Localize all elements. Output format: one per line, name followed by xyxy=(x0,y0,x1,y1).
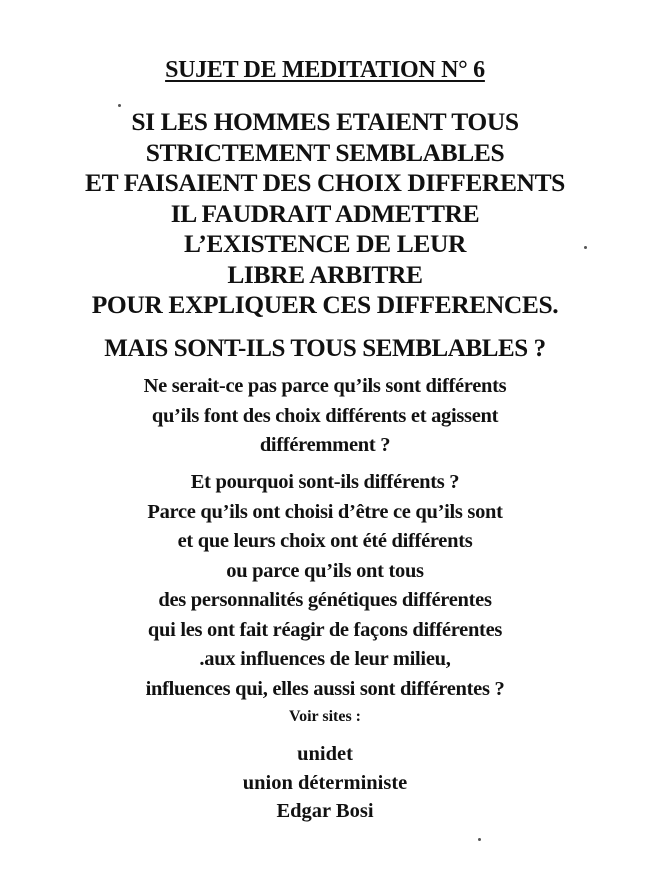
paragraph-line: Parce qu’ils ont choisi d’être ce qu’ils sont xyxy=(147,500,503,523)
paragraph-line: Et pourquoi sont-ils différents ? xyxy=(190,471,460,493)
page-title: SUJET DE MEDITATION N° 6 xyxy=(165,57,485,83)
statement-line: LIBRE ARBITRE xyxy=(227,259,423,289)
paragraph-line: influences qui, elles aussi sont différentes ? xyxy=(145,677,505,700)
scan-speck xyxy=(118,104,121,107)
site-name: union déterministe xyxy=(242,771,408,794)
scan-speck xyxy=(584,246,587,249)
sites-label: Voir sites : xyxy=(289,708,361,725)
scan-speck xyxy=(478,838,481,841)
statement-line: L’EXISTENCE DE LEUR xyxy=(184,229,466,258)
question-heading: MAIS SONT-ILS TOUS SEMBLABLES ? xyxy=(104,335,546,362)
paragraph-1 xyxy=(0,372,650,461)
paragraph-line: Ne serait-ce pas parce qu’ils sont différents xyxy=(143,375,507,397)
main-statement xyxy=(0,107,650,321)
paragraph-line: qui les ont fait réagir de façons différentes xyxy=(147,618,503,641)
paragraph-2 xyxy=(0,468,650,704)
statement-line: SI LES HOMMES ETAIENT TOUS xyxy=(131,107,519,136)
statement-line: POUR EXPLIQUER CES DIFFERENCES. xyxy=(91,290,559,319)
site-name: Edgar Bosi xyxy=(276,800,374,822)
statement-line: IL FAUDRAIT ADMETTRE xyxy=(170,198,480,228)
site-name: unidet xyxy=(297,743,353,765)
paragraph-line: et que leurs choix ont été différents xyxy=(177,530,473,552)
paragraph-line: différemment ? xyxy=(259,434,391,456)
sites-list xyxy=(0,740,650,826)
statement-line: STRICTEMENT SEMBLABLES xyxy=(145,137,505,167)
paragraph-line: .aux influences de leur milieu, xyxy=(199,648,451,670)
paragraph-line: des personnalités génétiques différentes xyxy=(158,589,492,611)
paragraph-line: ou parce qu’ils ont tous xyxy=(226,559,424,582)
paragraph-line: qu’ils font des choix différents et agissent xyxy=(151,404,499,427)
statement-line: ET FAISAIENT DES CHOIX DIFFERENTS xyxy=(85,168,565,197)
